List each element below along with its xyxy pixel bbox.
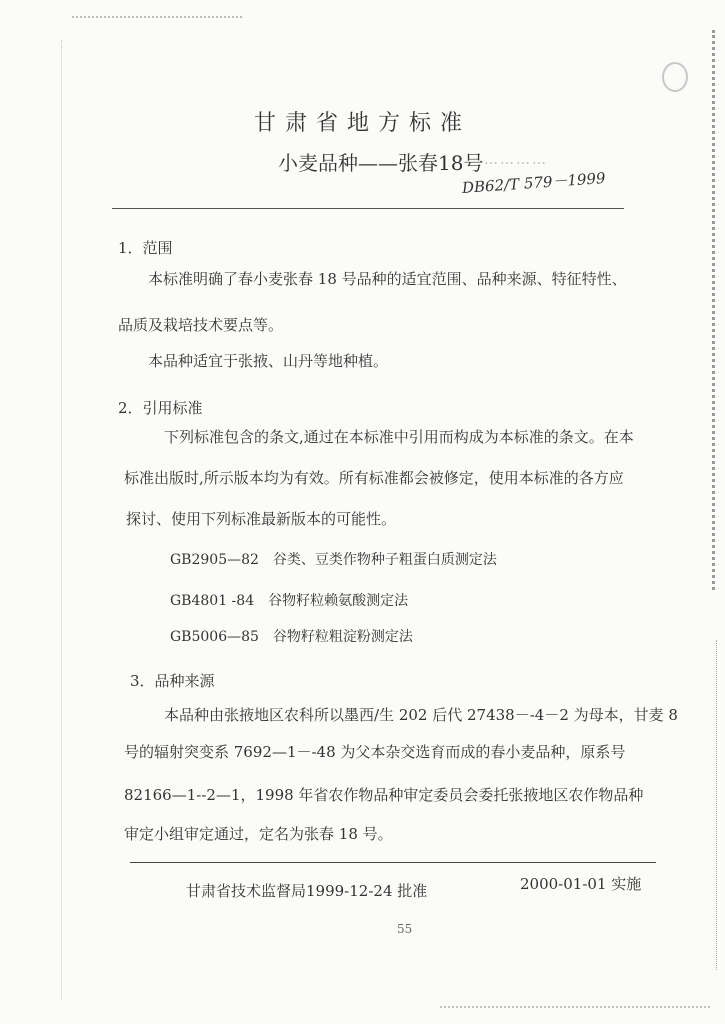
document-subtitle: 小麦品种——张春18号: [278, 151, 484, 175]
reference-standard: GB5006—85 谷物籽粒粗淀粉测定法: [170, 629, 413, 645]
implementation-date: 2000-01-01 实施: [520, 875, 642, 893]
document-title: 甘肃省地方标准: [253, 111, 471, 136]
scan-artifact-right-lower: [716, 640, 717, 970]
section-heading: 3．品种来源: [130, 672, 215, 690]
scan-artifact-top: [72, 16, 242, 18]
margin-mark: [662, 62, 688, 92]
paragraph-line: 探讨、使用下列标准最新版本的可能性。: [126, 510, 397, 528]
page-number: 55: [397, 922, 413, 936]
faint-text: …………: [484, 152, 548, 168]
header-divider: [112, 208, 624, 209]
approval-note: 甘肃省技术监督局1999-12-24 批准: [186, 882, 428, 900]
section-heading: 1．范围: [118, 239, 173, 257]
scan-artifact-bottom: [440, 1006, 710, 1008]
document-number: DB62/T 579－1999: [461, 168, 607, 197]
paragraph-line: 下列标准包含的条文,通过在本标准中引用而构成为本标准的条文。在本: [164, 428, 634, 446]
paragraph-line: 审定小组审定通过，定名为张春 18 号。: [124, 825, 393, 843]
scan-artifact-left: [61, 40, 62, 1000]
paragraph-line: 品质及栽培技术要点等。: [118, 316, 284, 334]
footer-divider: [130, 862, 656, 863]
paragraph-line: 号的辐射突变系 7692—1－-48 为父本杂交选育而成的春小麦品种，原系号: [124, 743, 626, 761]
paragraph-line: 82166—1--2—1，1998 年省农作物品种审定委员会委托张掖地区农作物品种: [124, 786, 644, 804]
section-heading: 2．引用标准: [118, 399, 203, 417]
paragraph-line: 本品种适宜于张掖、山丹等地种植。: [148, 352, 389, 370]
reference-standard: GB4801 -84 谷物籽粒赖氨酸测定法: [170, 593, 409, 609]
reference-standard: GB2905—82 谷类、豆类作物种子粗蛋白质测定法: [170, 552, 497, 568]
paragraph-line: 本标准明确了春小麦张春 18 号品种的适宜范围、品种来源、特征特性、: [148, 270, 627, 288]
paragraph-line: 标准出版时,所示版本均为有效。所有标准都会被修定，使用本标准的各方应: [124, 469, 624, 487]
paragraph-line: 本品种由张掖地区农科所以墨西/生 202 后代 27438－-4－2 为母本，甘麦 8: [164, 706, 678, 724]
